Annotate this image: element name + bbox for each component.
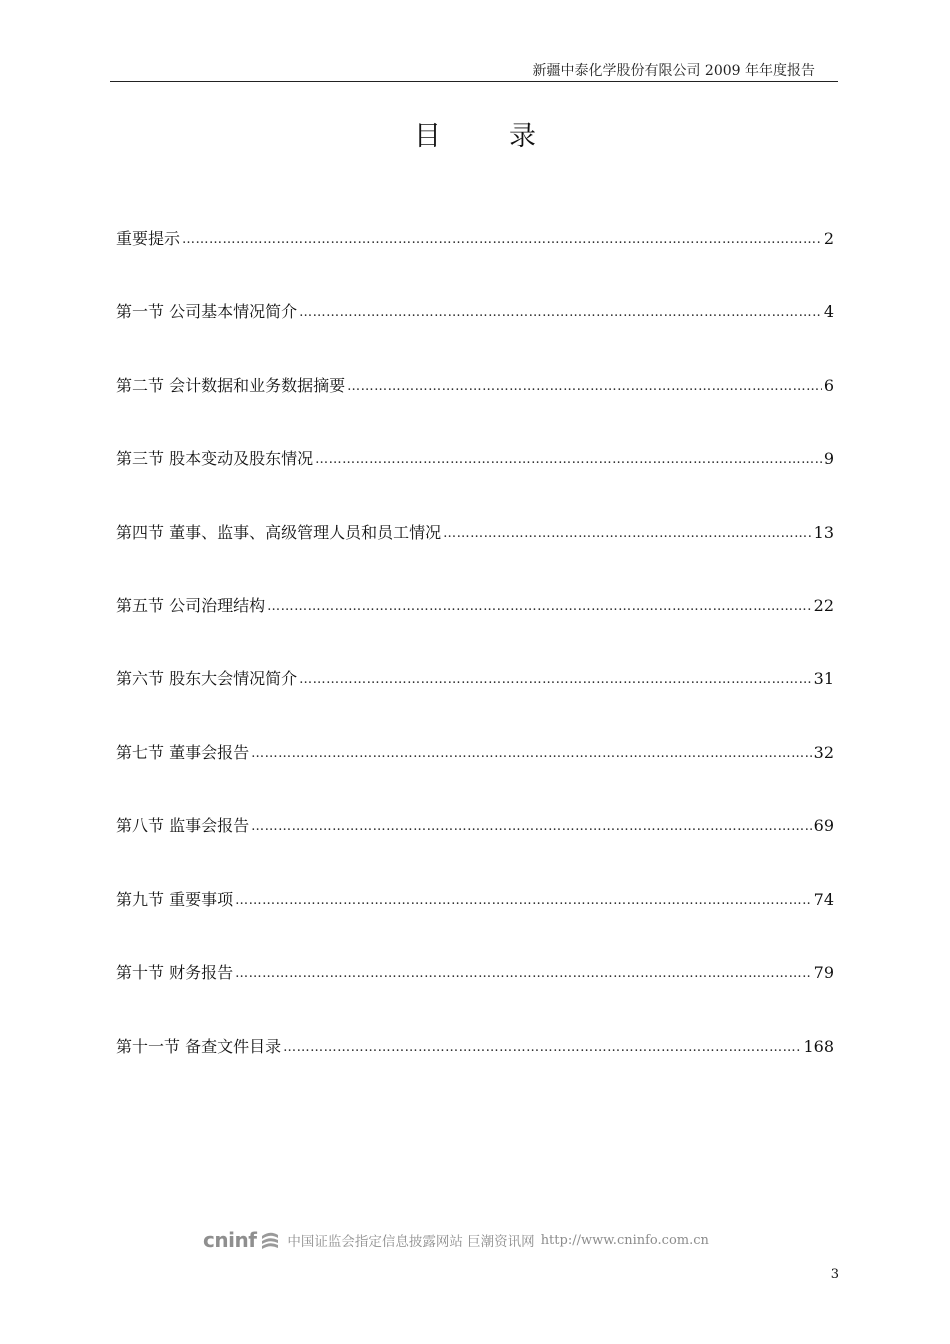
toc-leader-dots — [182, 228, 822, 244]
footer-slogan: 中国证监会指定信息披露网站 巨潮资讯网 — [287, 1234, 535, 1250]
toc-leader-dots — [235, 962, 812, 978]
toc-entry-label: 第五节 公司治理结构 — [116, 596, 266, 615]
header-divider — [110, 81, 838, 82]
report-header-title: 新疆中泰化学股份有限公司 2009 年年度报告 — [532, 63, 815, 79]
toc-entry-label: 第一节 公司基本情况简介 — [116, 302, 298, 321]
toc-entry[interactable] — [116, 520, 834, 546]
page-title — [0, 114, 950, 153]
page-number: 3 — [830, 1267, 839, 1282]
toc-leader-dots — [315, 448, 822, 464]
footer-branding — [203, 1228, 709, 1252]
toc-entry[interactable] — [116, 666, 834, 692]
toc-leader-dots — [251, 742, 812, 758]
toc-entry-label: 第八节 监事会报告 — [116, 816, 250, 835]
toc-entry-page: 69 — [813, 816, 834, 835]
toc-entry[interactable] — [116, 593, 834, 619]
toc-entry[interactable] — [116, 373, 834, 399]
toc-entry-page: 9 — [823, 449, 834, 468]
toc-leader-dots — [251, 815, 812, 831]
toc-entry[interactable] — [116, 446, 834, 472]
toc-entry[interactable] — [116, 960, 834, 986]
toc-leader-dots — [267, 595, 812, 611]
cninfo-logo-icon — [259, 1230, 281, 1250]
toc-entry-page: 31 — [813, 669, 834, 688]
toc-entry-page: 22 — [813, 596, 834, 615]
toc-entry[interactable] — [116, 226, 834, 252]
toc-entry-page: 4 — [823, 302, 834, 321]
toc-leader-dots — [299, 301, 822, 317]
footer-url[interactable]: http://www.cninfo.com.cn — [540, 1232, 709, 1248]
title-char-1: 目 — [414, 121, 441, 152]
toc-entry-label: 第十节 财务报告 — [116, 963, 234, 982]
toc-entry[interactable] — [116, 813, 834, 839]
toc-entry-label: 第九节 重要事项 — [116, 890, 234, 909]
toc-entry-label: 第二节 会计数据和业务数据摘要 — [116, 376, 346, 395]
toc-entry-page: 2 — [823, 229, 834, 248]
toc-entry[interactable] — [116, 740, 834, 766]
toc-entry-page: 74 — [813, 890, 834, 909]
toc-leader-dots — [235, 889, 812, 905]
toc-leader-dots — [283, 1036, 801, 1052]
toc-entry-label: 第六节 股东大会情况简介 — [116, 669, 298, 688]
toc-entry-page: 6 — [823, 376, 834, 395]
toc-leader-dots — [443, 522, 812, 538]
title-char-2: 录 — [509, 121, 536, 152]
toc-entry-label: 第四节 董事、监事、高级管理人员和员工情况 — [116, 523, 442, 542]
toc-entry[interactable] — [116, 299, 834, 325]
toc-entry[interactable] — [116, 887, 834, 913]
toc-entry-label: 重要提示 — [116, 229, 181, 248]
toc-entry-label: 第七节 董事会报告 — [116, 743, 250, 762]
toc-entry-page: 79 — [813, 963, 834, 982]
toc-leader-dots — [347, 375, 822, 391]
cninfo-logo-text: cninf — [203, 1228, 257, 1252]
toc-entry-label: 第十一节 备查文件目录 — [116, 1037, 282, 1056]
toc-entry-page: 168 — [803, 1037, 834, 1056]
toc-entry-page: 13 — [813, 523, 834, 542]
toc-leader-dots — [299, 668, 812, 684]
toc-entry[interactable] — [116, 1034, 834, 1060]
toc-entry-label: 第三节 股本变动及股东情况 — [116, 449, 314, 468]
toc-entry-page: 32 — [813, 743, 834, 762]
